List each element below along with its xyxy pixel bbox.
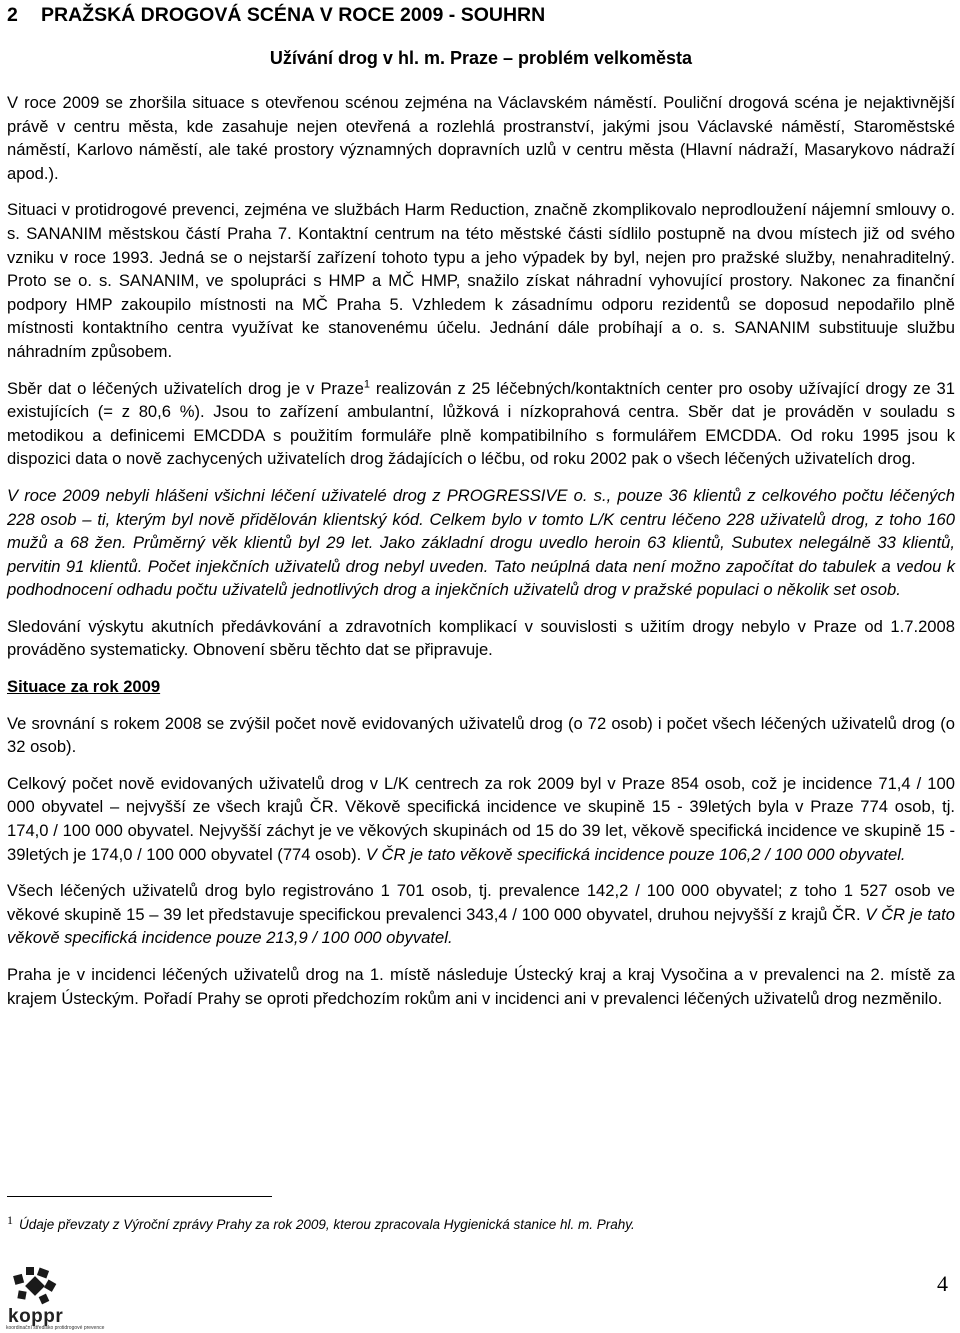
logo-tagline: koordinační středisko protidrogové prevence <box>6 1325 105 1331</box>
paragraph-incidence-text: Celkový počet nově evidovaných uživatelů drog v L/K centrech za rok 2009 byl v Praze 854 osob, což je incidence 71,4 / 100 000 obyvatel – nejvyšší ze všech krajů ČR. Věkově specifická incidence ve skupině 15 - 39letých byla v Praze 774 osob, tj. 174,0 / 100 000 obyvatel. Nejvyšší záchyt je ve věkových skupinách od 15 do 39 let, věkově specifická incidence ve skupině 15 - 39letých je 174,0 / 100 000 obyvatel (774 osob). <box>7 773 955 864</box>
footnote <box>7 1212 955 1234</box>
paragraph-prevalence <box>7 879 955 950</box>
paragraph-harm-reduction: Situaci v protidrogové prevenci, zejména ve službách Harm Reduction, značně zkomplikovalo neprodloužení nájemní smlouvy o. s. SANANIM městskou částí Praha 7. Kontaktní centrum na této městské části sídlilo postupně na dvou místech již od svého vzniku v roce 1993. Jedná se o nejstarší zařízení tohoto typu a jeho výpadek by byl, nejen pro pražské služby, nenahraditelný. Proto se o. s. SANANIM, ve spolupráci s HMP a MČ HMP, snažilo získat náhradní vyhovující prostory. Nakonec za finanční podpory HMP zakoupilo místnosti na MČ Praha 5. Vzhledem k zásadnímu odporu rezidentů se doposud nepodařilo plně místnosti kontaktního centra využívat ke stanovenému účelu. Jednání dále probíhají a o. s. SANANIM substituuje službu náhradním způsobem. <box>7 200 955 361</box>
paragraph-progressive: V roce 2009 nebyli hlášeni všichni léčení uživatelé drog z PROGRESSIVE o. s., pouze 36 klientů z celkového počtu léčených 228 osob – ti, kterým byl nově přidělován klientský kód. Celkem bylo v tomto L/K centru léčeno 228 uživatelů drog, z toho 160 mužů a 68 žen. Průměrný věk klientů byl 29 let. Jako základní drogu uvedlo heroin 63 klientů, Subutex nelegálně 33 klientů, pervitin 91 klientů. Počet injekčních uživatelů drog nebyl uveden. Tato neúplná data není možno započítat do tabulek a vedou k podhodnocení odhadu počtu uživatelů jednotlivých drog a injekčních uživatelů drog v pražské populaci o několik set osob. <box>7 485 955 600</box>
situation-heading: Situace za rok 2009 <box>7 677 161 697</box>
footnote-divider <box>7 1196 272 1197</box>
paragraph-prevalence-text: Všech léčených uživatelů drog bylo registrováno 1 701 osob, tj. prevalence 142,2 / 100 000 obyvatel; z toho 1 527 osob ve věkové skupině 15 – 39 let představuje specifickou prevalenci 343,4 / 100 000 obyvatel, druhou nejvyšší z krajů ČR. <box>7 881 955 924</box>
paragraph-comparison: Ve srovnání s rokem 2008 se zvýšil počet nově evidovaných uživatelů drog (o 72 osob) i počet všech léčených uživatelů drog (o 32 osob). <box>7 713 955 757</box>
body-text <box>7 91 955 1023</box>
section-number: 2 <box>7 4 18 26</box>
section-title: PRAŽSKÁ DROGOVÁ SCÉNA V ROCE 2009 - SOUHRN <box>41 4 546 26</box>
paragraph-data-collection <box>7 377 955 471</box>
footnote-reference: 1 <box>363 378 370 390</box>
page-number: 4 <box>937 1271 948 1296</box>
logo-wordmark: koppr <box>8 1306 64 1327</box>
footnote-mark: 1 <box>7 1212 13 1227</box>
section-heading <box>7 3 947 27</box>
paragraph-open-scene: V roce 2009 se zhoršila situace s otevřenou scénou zejména na Václavském náměstí. Pouliční drogová scéna je nejaktivnější právě v centru města, kde zasahuje nejen otevřená a rozlehlá prostranství, jakými jsou Václavské náměstí, Staroměstské náměstí, Karlovo náměstí, ale také prostory významných dopravních uzlů v centru města (Hlavní nádraží, Masarykovo nádraží apod.). <box>7 93 955 183</box>
paragraph-data-collection-start: Sběr dat o léčených uživatelích drog je v Praze <box>7 378 364 398</box>
paragraph-incidence-cr: V ČR je tato věkově specifická incidence pouze 106,2 / 100 000 obyvatel. <box>365 844 906 864</box>
paragraph-data-collection-rest: realizován z 25 léčebných/kontaktních center pro osoby užívající drogy ze 31 existujících (= z 80,6 %). Jsou to zařízení ambulantní, lůžková i nízkoprahová centra. Sběr dat je prováděn v souladu s metodikou a definicemi EMCDDA s použitím formuláře plně kompatibilního s formulářem EMCDDA. Od roku 1995 jsou k dispozici data o nově zachycených uživatelích drog žádajících o léčbu, od roku 2002 pak o všech léčených uživatelích drog. <box>7 378 955 469</box>
footnote-text: Údaje převzaty z Výroční zprávy Prahy za rok 2009, kterou zpracovala Hygienická stanice hl. m. Prahy. <box>19 1217 635 1232</box>
section-subtitle: Užívání drog v hl. m. Praze – problém velkoměsta <box>269 48 693 68</box>
paragraph-incidence <box>7 772 955 866</box>
paragraph-overdoses: Sledování výskytu akutních předávkování a zdravotních komplikací v souvislosti s užitím drogy nebylo v Praze od 1.7.2008 prováděno systematicky. Obnovení sběru těchto dat se připravuje. <box>7 616 955 660</box>
paragraph-ranking: Praha je v incidenci léčených uživatelů drog na 1. místě následuje Ústecký kraj a kraj Vysočina a v prevalenci na 2. místě za krajem Ústeckým. Pořadí Prahy se oproti předchozím rokům ani v incidenci ani v prevalenci léčených uživatelů drog nezměnilo. <box>7 965 955 1008</box>
paragraph-prevalence-cr: V ČR je tato věkově specifická incidence pouze 213,9 / 100 000 obyvatel. <box>7 904 955 948</box>
